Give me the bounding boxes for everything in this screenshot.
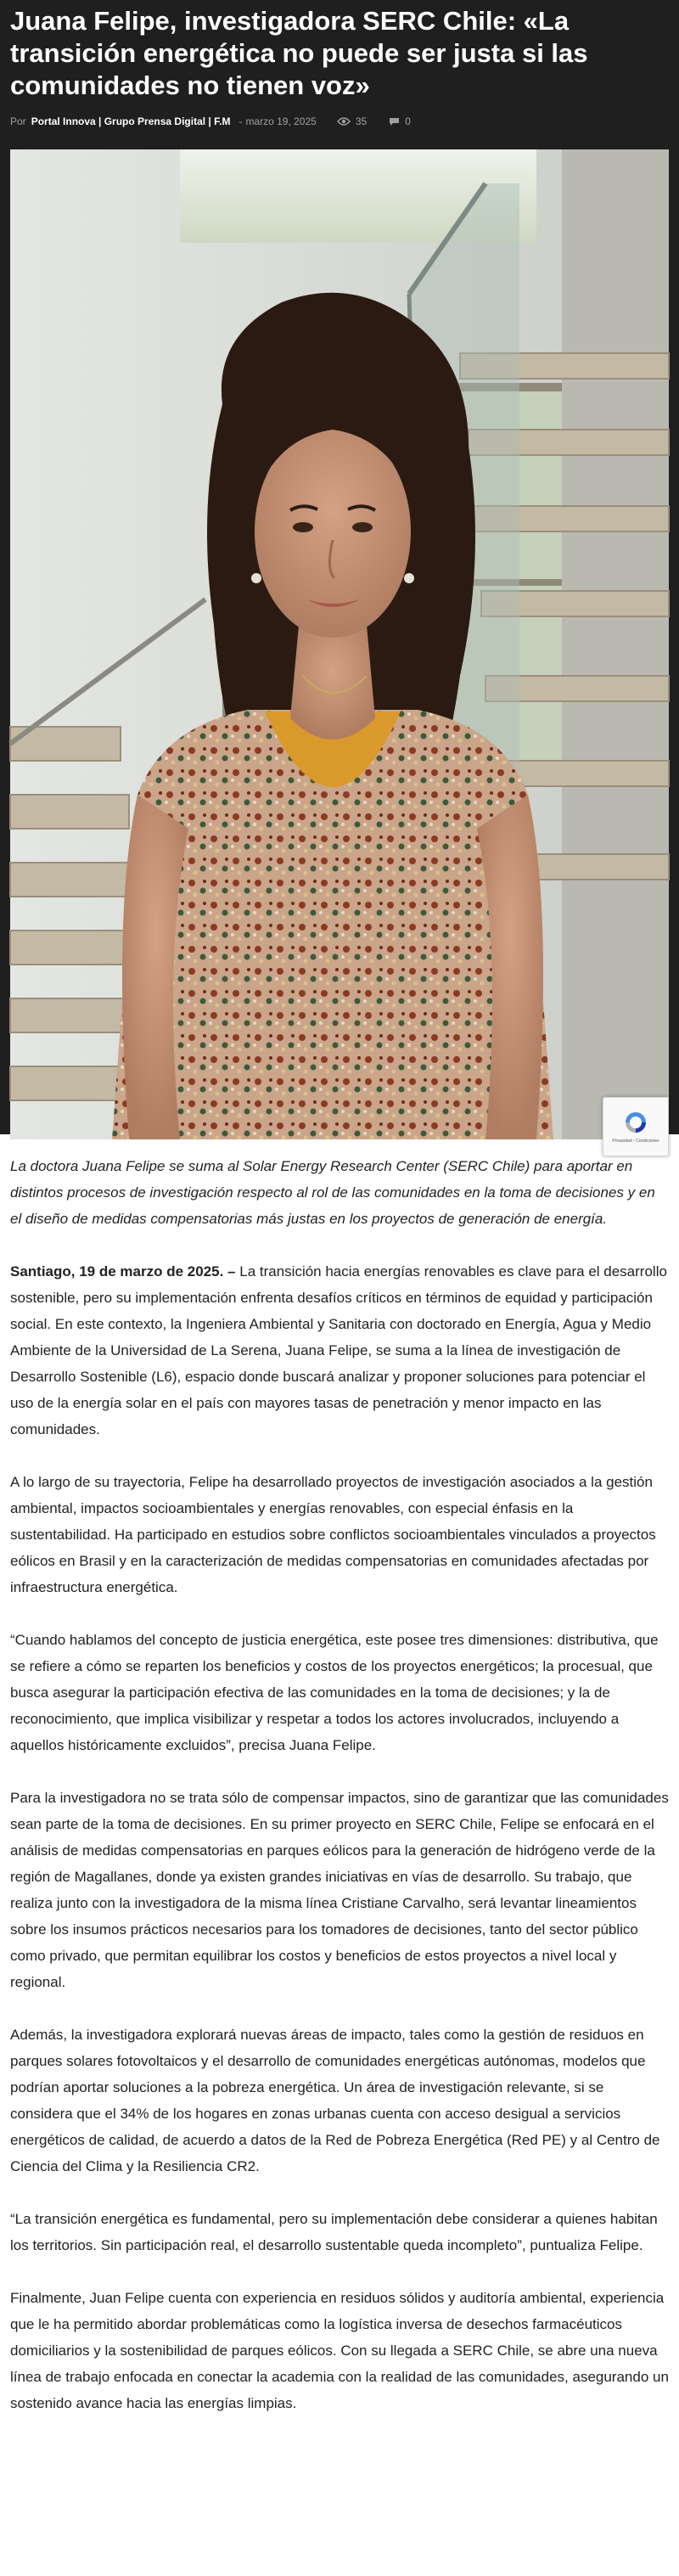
- recaptcha-badge[interactable]: [603, 1097, 669, 1156]
- comments-link[interactable]: [389, 115, 411, 127]
- recaptcha-legal[interactable]: Privacidad - Condiciones: [612, 1139, 659, 1144]
- paragraph-7: Finalmente, Juan Felipe cuenta con experiencia en residuos sólidos y auditoría ambiental, experiencia que le ha permitido abordar problemáticas como la logística inversa de desechos farmacéuticos domiciliarios y la sostenibilidad de parques eólicos. Con su llegada a SERC Chile, se abre una nueva línea de trabajo enfocada en conectar la academia con la realidad de las comunidades, asegurando un sostenido avance hacia las energías limpias.: [10, 2290, 669, 2411]
- article-title: Juana Felipe, investigadora SERC Chile: «La transición energética no puede ser justa si las comunidades no tienen voz»: [10, 6, 588, 100]
- featured-image: [10, 149, 669, 1144]
- paragraph-5: Además, la investigadora explorará nuevas áreas de impacto, tales como la gestión de residuos en parques solares fotovoltaicos y el desarrollo de comunidades energéticas autónomas, modelos que podrían aportar soluciones a la pobreza energética. Un área de investigación relevante, si se considera que el 34% de los hogares en zonas urbanas cuenta con acceso desigual a servicios energéticos de calidad, de acuerdo a datos de la Red de Pobreza Energética (Red PE) y al Centro de Ciencia del Clima y la Resiliencia CR2.: [10, 2027, 660, 2174]
- portrait-photo: [10, 149, 669, 1139]
- paragraph-2: A lo largo de su trayectoria, Felipe ha desarrollado proyectos de investigación asociados a la gestión ambiental, impactos socioambientales y energías renovables, con especial énfasis en la sustentabilidad. Ha participado en estudios sobre conflictos socioambientales vinculados a proyectos eólicos en Brasil y en la caracterización de medidas compensatorias en comunidades afectadas por infraestructura energética.: [10, 1474, 656, 1595]
- dateline: Santiago, 19 de marzo de 2025. –: [10, 1263, 236, 1280]
- publish-date: marzo 19, 2025: [245, 115, 317, 127]
- article-meta: [10, 114, 669, 129]
- author-link[interactable]: Portal Innova | Grupo Prensa Digital | F.M: [31, 115, 231, 127]
- paragraph-1: [10, 1258, 669, 1443]
- article-body: [0, 1134, 679, 2416]
- article-header: [0, 0, 679, 1144]
- comments-count: 0: [405, 115, 411, 127]
- meta-by-label: Por: [10, 115, 26, 127]
- article-lead: La doctora Juana Felipe se suma al Solar Energy Research Center (SERC Chile) para aportar en distintos procesos de investigación respecto al rol de las comunidades en la toma de decisiones y en el diseño de medidas compensatorias más justas en los proyectos de generación de energía.: [10, 1158, 655, 1227]
- paragraph-4: Para la investigadora no se trata sólo de compensar impactos, sino de garantizar que las comunidades sean parte de la toma de decisiones. En su primer proyecto en SERC Chile, Felipe se enfocará en el análisis de medidas compensatorias en parques eólicos para la generación de hidrógeno verde de la región de Magallanes, donde ya existen grandes iniciativas en vías de desarrollo. Su trabajo, que realiza junto con la investigadora de la misma línea Cristiane Carvalho, será levantar lineamientos sobre los insumos prácticos necesarios para los tomadores de decisiones, tanto del sector público como privado, que permitan equilibrar los costos y beneficios de estos proyectos a nivel local y regional.: [10, 1790, 669, 1990]
- paragraph-3: “Cuando hablamos del concepto de justicia energética, este posee tres dimensiones: distributiva, que se refiere a cómo se reparten los beneficios y costos de los proyectos energéticos; la procesual, que busca asegurar la participación efectiva de las comunidades en la toma de decisiones; y la de reconocimiento, que implica visibilizar y respetar a todos los actores involucrados, incluyendo a aquellos históricamente excluidos”, precisa Juana Felipe.: [10, 1632, 659, 1753]
- comment-icon: [389, 117, 400, 127]
- recaptcha-icon: [623, 1110, 648, 1135]
- meta-separator: -: [238, 115, 243, 127]
- views-count: 35: [355, 115, 368, 127]
- paragraph-1-text: La transición hacia energías renovables es clave para el desarrollo sostenible, pero su implementación enfrenta desafíos críticos en términos de equidad y participación social. En este contexto, la Ingeniera Ambiental y Sanitaria con doctorado en Energía, Agua y Medio Ambiente de la Universidad de La Serena, Juana Felipe, se suma a la línea de investigación de Desarrollo Sostenible (L6), espacio donde buscará analizar y proponer soluciones para potenciar el uso de la energía solar en el país con mayores tasas de penetración y menor impacto en las comunidades.: [10, 1263, 667, 1437]
- views-counter: [337, 115, 367, 127]
- paragraph-6: “La transición energética es fundamental, pero su implementación debe considerar a quienes habitan los territorios. Sin participación real, el desarrollo sustentable queda incompleto”, puntualiza Felipe.: [10, 2211, 658, 2253]
- eye-icon: [337, 117, 351, 126]
